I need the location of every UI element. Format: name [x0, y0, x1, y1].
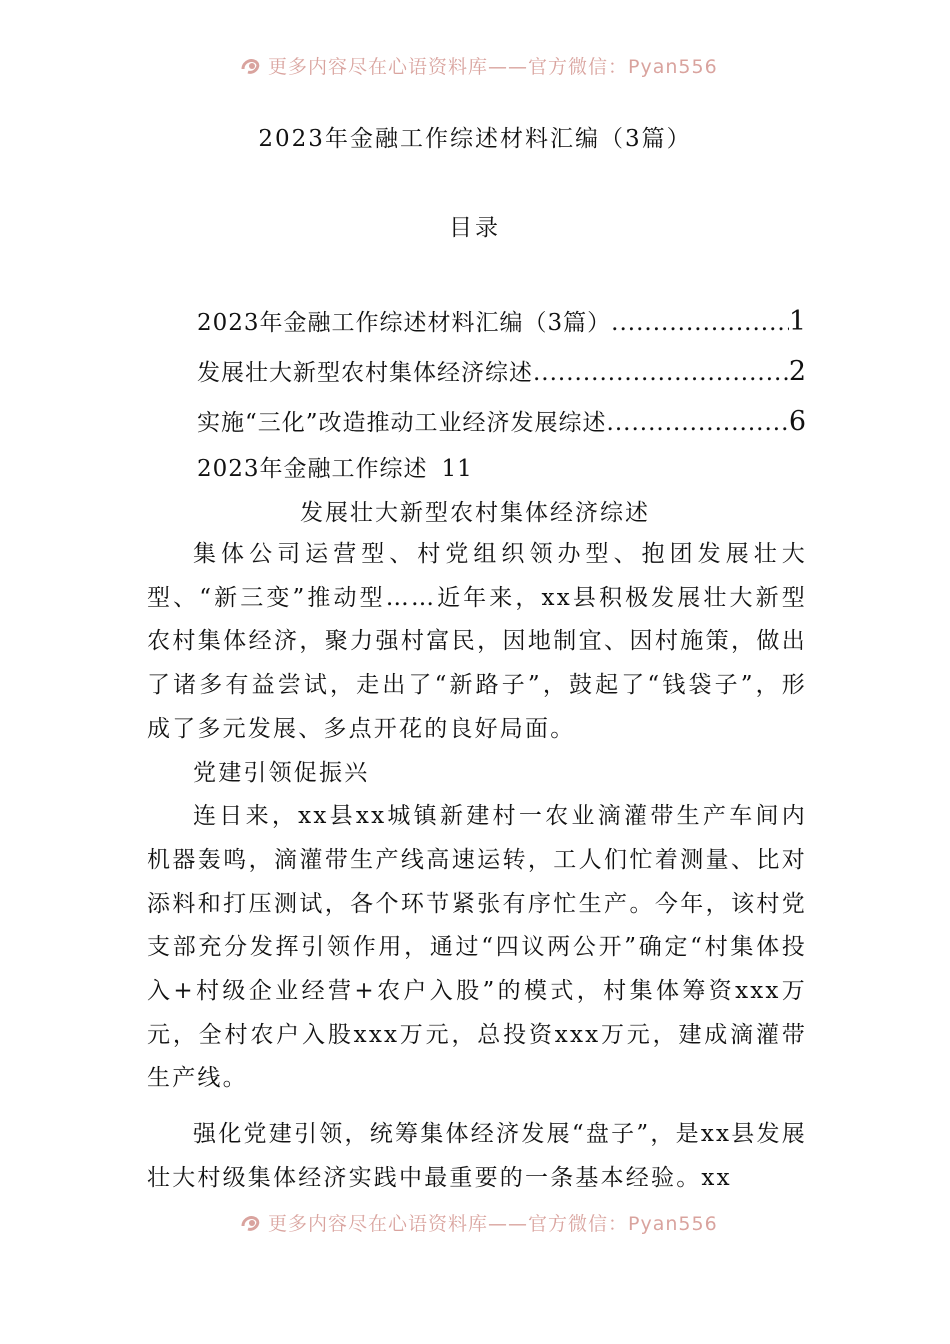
toc-item-page: 6 [788, 406, 807, 437]
paragraph: 连日来，xx县xx城镇新建村一农业滴灌带生产车间内机器轰鸣，滴灌带生产线高速运转，工人们忙着测量、比对添料和打压测试，各个环节紧张有序忙生产。今年，该村党支部充分发挥引领作用，通过“四议两公开”确定“村集体投入+村级企业经营+农户入股”的模式，村集体筹资xxx万元，全村农户入股xxx万元，总投资xxx万元，建成滴灌带生产线。 [147, 803, 807, 1092]
subheading: 党建引领促振兴 [193, 759, 370, 786]
toc-leader-dots [533, 360, 789, 386]
paragraph: 强化党建引领，统筹集体经济发展“盘子”，是xx县发展壮大村级集体经济实践中最重要的一条基本经验。xx [147, 1121, 807, 1191]
body-text [147, 533, 807, 1201]
toc-item-page: 11 [441, 456, 473, 482]
toc-item[interactable] [197, 304, 807, 354]
toc-item[interactable] [197, 354, 807, 404]
logo-icon [240, 56, 262, 77]
paragraph: 集体公司运营型、村党组织领办型、抱团发展壮大型、“新三变”推动型……近年来，xx县积极发展壮大新型农村集体经济，聚力强村富民，因地制宜、因村施策，做出了诸多有益尝试，走出了“新路子”，鼓起了“钱袋子”，形成了多元发展、多点开花的良好局面。 [147, 541, 807, 742]
section-title: 发展壮大新型农村集体经济综述 [300, 500, 650, 526]
document-title: 2023年金融工作综述材料汇编（3篇） [258, 126, 692, 152]
toc-item[interactable] [197, 404, 807, 454]
toc-item-page: 1 [788, 306, 807, 337]
toc-item-title: 2023年金融工作综述材料汇编（3篇） [197, 310, 612, 336]
toc-item-page: 2 [788, 356, 807, 387]
toc-item-title: 发展壮大新型农村集体经济综述 [197, 360, 533, 386]
table-of-contents [197, 304, 807, 454]
watermark-top [0, 56, 950, 86]
logo-icon [240, 1213, 262, 1234]
watermark-text: 更多内容尽在心语资料库——官方微信：Pyan556 [268, 56, 718, 78]
toc-leader-dots [607, 410, 789, 436]
toc-item-title: 实施“三化”改造推动工业经济发展综述 [197, 410, 607, 436]
toc-item-last[interactable] [197, 450, 473, 483]
watermark-text: 更多内容尽在心语资料库——官方微信：Pyan556 [268, 1213, 718, 1235]
toc-leader-dots [611, 310, 789, 336]
toc-item-title: 2023年金融工作综述 [197, 456, 428, 482]
toc-heading: 目录 [449, 215, 501, 241]
watermark-bottom [0, 1213, 950, 1243]
